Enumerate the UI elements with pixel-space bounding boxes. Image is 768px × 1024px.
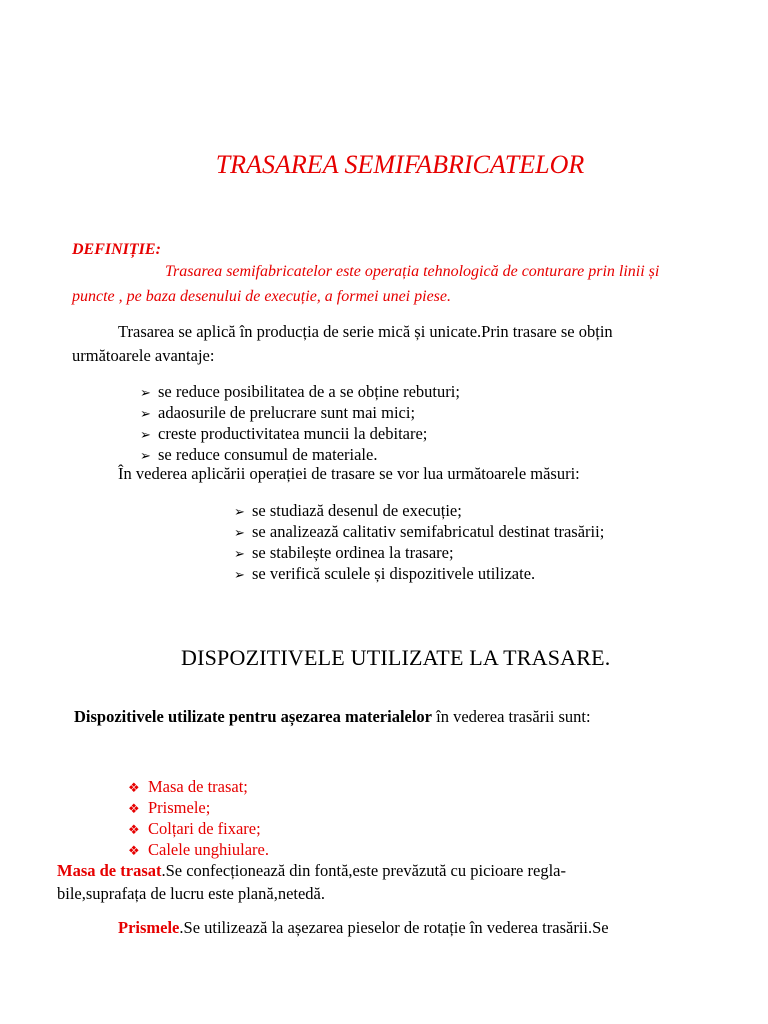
devices-intro	[74, 707, 591, 727]
diamond-bullet-icon: ❖	[128, 780, 140, 795]
prismele-paragraph-line-1: Prismele.Se utilizează la așezarea pieselor de rotație în vederea trasării.Se	[118, 918, 609, 937]
devices-list	[128, 777, 269, 861]
page-title: TRASAREA SEMIFABRICATELOR	[215, 150, 585, 179]
advantages-list	[140, 382, 460, 466]
prismele-label: Prismele	[118, 918, 180, 937]
arrow-bullet-icon: ➢	[234, 567, 245, 582]
list-item: ➢ se studiază desenul de execuție;	[234, 501, 462, 520]
diamond-bullet-icon: ❖	[128, 801, 140, 816]
arrow-bullet-icon: ➢	[234, 504, 245, 519]
arrow-bullet-icon: ➢	[140, 448, 151, 463]
list-item: ➢ se reduce posibilitatea de a se obține rebuturi;	[140, 382, 460, 401]
list-item: ➢ se verifică sculele și dispozitivele utilizate.	[234, 564, 536, 583]
arrow-bullet-icon: ➢	[140, 427, 151, 442]
definition-line-1: Trasarea semifabricatelor este operația tehnologică de conturare prin linii și	[165, 263, 660, 280]
list-item: ❖ Calele unghiulare.	[128, 840, 269, 859]
arrow-bullet-icon: ➢	[140, 385, 151, 400]
diamond-bullet-icon: ❖	[128, 822, 140, 837]
diamond-bullet-icon: ❖	[128, 843, 140, 858]
measures-intro: În vederea aplicării operației de trasare se vor lua următoarele măsuri:	[118, 464, 580, 483]
list-item: ❖ Colțari de fixare;	[128, 819, 261, 838]
section-heading: DISPOZITIVELE UTILIZATE LA TRASARE.	[181, 645, 611, 670]
masa-paragraph-line-1: Masa de trasat.Se confecționează din fontă,este prevăzută cu picioare regla-	[57, 861, 566, 880]
intro-paragraph-line-2: următoarele avantaje:	[72, 346, 215, 365]
definition-label: DEFINIȚIE:	[72, 241, 161, 258]
list-item: ➢ se reduce consumul de materiale.	[140, 445, 378, 464]
list-item: ➢ se analizează calitativ semifabricatul destinat trasării;	[234, 522, 605, 541]
masa-paragraph-line-2: bile,suprafața de lucru este plană,netedă.	[57, 884, 325, 903]
list-item: ❖ Prismele;	[128, 798, 211, 817]
arrow-bullet-icon: ➢	[234, 546, 245, 561]
arrow-bullet-icon: ➢	[234, 525, 245, 540]
list-item: ❖ Masa de trasat;	[128, 777, 248, 796]
measures-list	[234, 501, 604, 585]
list-item: ➢ creste productivitatea muncii la debitare;	[140, 424, 428, 443]
list-item: ➢ adaosurile de prelucrare sunt mai mici;	[140, 403, 416, 422]
arrow-bullet-icon: ➢	[140, 406, 151, 421]
definition-line-2: puncte , pe baza desenului de execuție, a formei unei piese.	[72, 288, 451, 305]
masa-label: Masa de trasat	[57, 861, 162, 880]
list-item: ➢ se stabilește ordinea la trasare;	[234, 543, 454, 562]
intro-paragraph-line-1: Trasarea se aplică în producția de serie mică și unicate.Prin trasare se obțin	[118, 322, 613, 341]
devices-intro-rest: în vederea trasării sunt:	[432, 707, 591, 726]
devices-intro-bold: Dispozitivele utilizate pentru așezarea materialelor	[74, 707, 433, 726]
